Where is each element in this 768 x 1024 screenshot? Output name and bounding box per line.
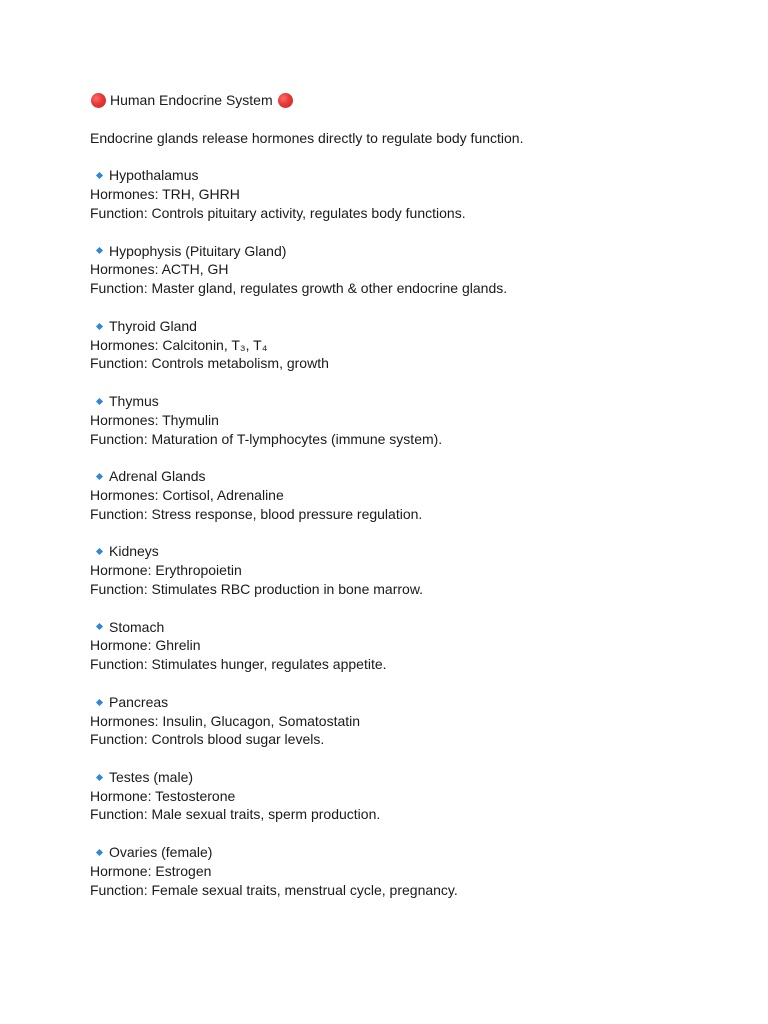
gland-heading [90, 693, 730, 712]
gland-hormones: Hormones: Calcitonin, T₃, T₄ [90, 336, 268, 353]
gland-function: Function: Stimulates hunger, regulates appetite. [90, 656, 387, 673]
blue-diamond-icon [96, 623, 103, 630]
blue-diamond-icon [96, 774, 103, 781]
gland-function: Function: Male sexual traits, sperm production. [90, 806, 381, 823]
gland-name: Adrenal Glands [109, 468, 206, 485]
gland-heading [90, 317, 730, 336]
gland-hormones: Hormone: Estrogen [90, 862, 212, 879]
gland-section [90, 317, 730, 373]
blue-diamond-icon [96, 849, 103, 856]
gland-heading [90, 542, 730, 561]
blue-diamond-icon [96, 398, 103, 405]
document-content [90, 91, 730, 899]
blue-diamond-icon [96, 548, 103, 555]
document-intro: Endocrine glands release hormones directly to regulate body function. [90, 129, 524, 146]
gland-heading [90, 467, 730, 486]
gland-section [90, 467, 730, 523]
gland-function: Function: Controls pituitary activity, regulates body functions. [90, 204, 466, 221]
gland-heading [90, 843, 730, 862]
gland-function: Function: Stimulates RBC production in bone marrow. [90, 580, 424, 597]
gland-hormones: Hormone: Erythropoietin [90, 562, 242, 579]
gland-hormones: Hormone: Ghrelin [90, 637, 201, 654]
gland-hormones: Hormones: TRH, GHRH [90, 186, 240, 203]
blue-diamond-icon [96, 699, 103, 706]
gland-section [90, 166, 730, 222]
gland-hormones: Hormones: Thymulin [90, 411, 219, 428]
gland-name: Hypophysis (Pituitary Gland) [109, 242, 287, 259]
gland-heading [90, 242, 730, 261]
gland-function: Function: Master gland, regulates growth & other endocrine glands. [90, 280, 508, 297]
document-title [90, 91, 730, 110]
red-circle-icon [278, 93, 293, 108]
gland-heading [90, 768, 730, 787]
gland-name: Thyroid Gland [109, 317, 197, 334]
gland-list [90, 166, 730, 899]
gland-hormones: Hormone: Testosterone [90, 787, 236, 804]
gland-heading [90, 618, 730, 637]
gland-name: Thymus [109, 392, 159, 409]
blue-diamond-icon [96, 172, 103, 179]
gland-section [90, 242, 730, 298]
gland-section [90, 693, 730, 749]
gland-section [90, 843, 730, 899]
gland-section [90, 542, 730, 598]
gland-function: Function: Controls metabolism, growth [90, 355, 329, 372]
gland-heading [90, 166, 730, 185]
gland-heading [90, 392, 730, 411]
gland-function: Function: Controls blood sugar levels. [90, 731, 325, 748]
gland-hormones: Hormones: Cortisol, Adrenaline [90, 486, 284, 503]
gland-name: Stomach [109, 618, 165, 635]
gland-section [90, 392, 730, 448]
gland-section [90, 618, 730, 674]
gland-name: Kidneys [109, 543, 159, 560]
gland-name: Hypothalamus [109, 167, 199, 184]
gland-function: Function: Stress response, blood pressure regulation. [90, 505, 423, 522]
gland-function: Function: Maturation of T-lymphocytes (immune system). [90, 430, 443, 447]
gland-function: Function: Female sexual traits, menstrual cycle, pregnancy. [90, 881, 458, 898]
gland-name: Testes (male) [109, 768, 194, 785]
blue-diamond-icon [96, 323, 103, 330]
gland-hormones: Hormones: Insulin, Glucagon, Somatostatin [90, 712, 361, 729]
red-circle-icon [91, 93, 106, 108]
gland-hormones: Hormones: ACTH, GH [90, 261, 229, 278]
blue-diamond-icon [96, 247, 103, 254]
gland-section [90, 768, 730, 824]
blue-diamond-icon [96, 473, 103, 480]
gland-name: Ovaries (female) [109, 844, 213, 861]
gland-name: Pancreas [109, 693, 169, 710]
document-title-text: Human Endocrine System [110, 92, 273, 108]
